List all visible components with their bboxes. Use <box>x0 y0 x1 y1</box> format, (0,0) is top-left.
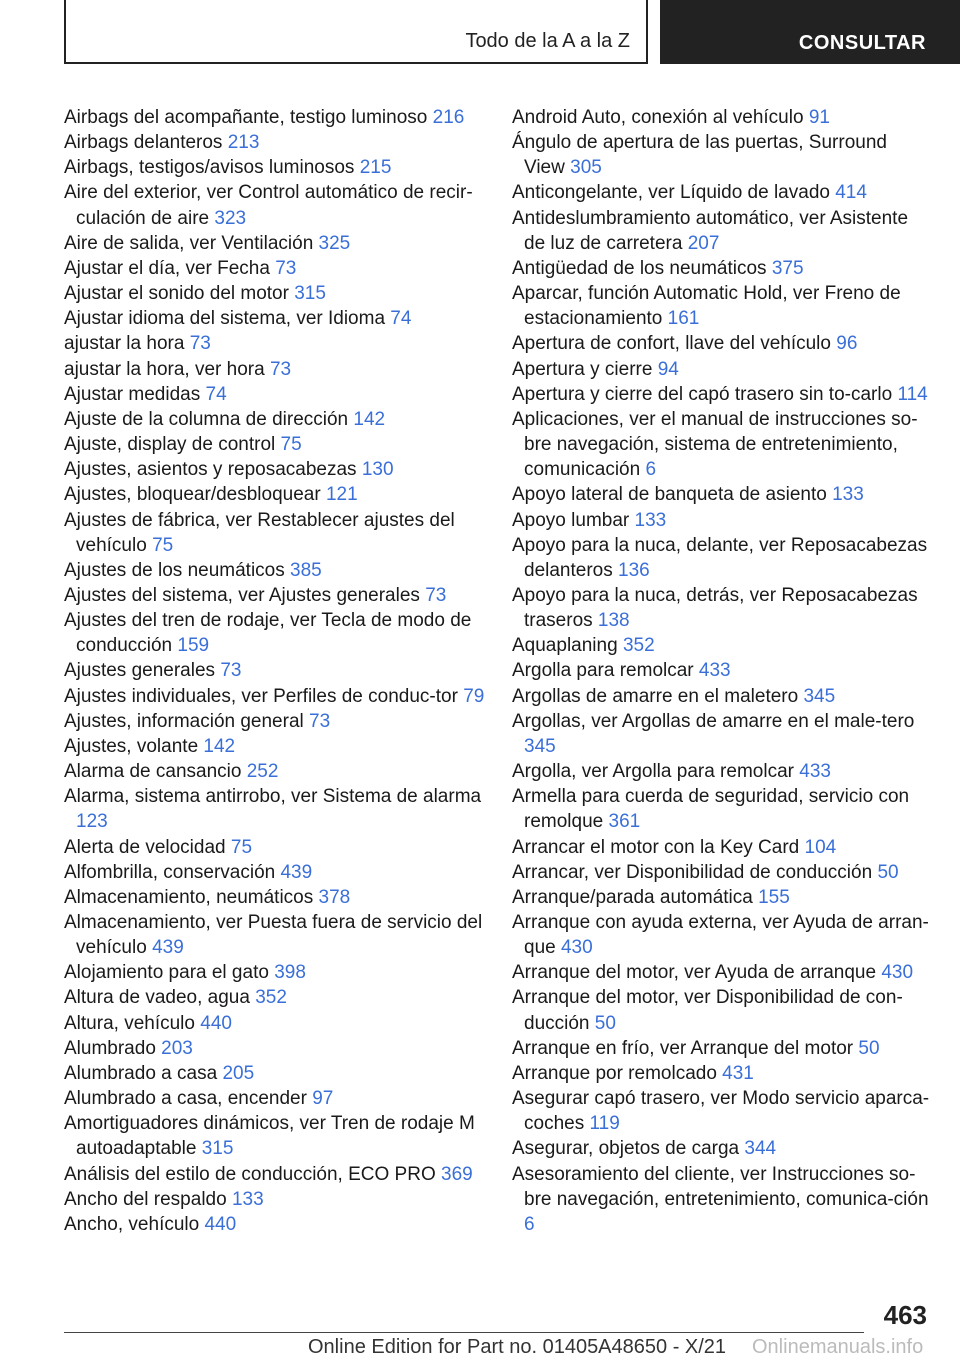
index-term: Arranque del motor, ver Disponibilidad de con-ducción <box>512 987 903 1034</box>
index-entry <box>512 407 932 482</box>
watermark-logo: Onlinemanuals.info <box>752 1336 924 1358</box>
page-reference-link[interactable]: 385 <box>290 559 322 581</box>
section-title: Todo de la A a la Z <box>465 30 630 52</box>
index-term: Ancho, vehículo <box>64 1213 200 1235</box>
page-reference-link[interactable]: 361 <box>608 811 641 833</box>
index-term: Ajustes, información general <box>64 710 304 732</box>
page-reference-link[interactable]: 439 <box>280 861 313 883</box>
index-entry <box>64 910 494 960</box>
index-term: Ajustes de fábrica, ver Restablecer ajustes del vehículo <box>64 509 455 556</box>
index-term: Arranque del motor, ver Ayuda de arranque <box>512 962 877 984</box>
page-reference-link[interactable]: 398 <box>274 962 306 984</box>
page-reference-link[interactable]: 133 <box>634 509 667 531</box>
page-reference-link[interactable]: 138 <box>597 610 630 632</box>
index-entry <box>512 759 932 784</box>
page-reference-link[interactable]: 315 <box>201 1138 234 1160</box>
page-reference-link[interactable]: 352 <box>255 987 287 1009</box>
index-term: Aire de salida, ver Ventilación <box>64 232 314 254</box>
page-reference-link[interactable]: 414 <box>835 182 867 204</box>
index-entry <box>512 910 932 960</box>
page-reference-link[interactable]: 79 <box>463 685 485 707</box>
index-term: Ajustar el sonido del motor <box>64 283 289 305</box>
index-entry <box>64 231 494 256</box>
index-entry <box>512 1136 932 1161</box>
index-entry <box>64 1036 494 1061</box>
page-reference-link[interactable]: 205 <box>222 1062 255 1084</box>
index-entry <box>512 331 932 356</box>
index-entry <box>64 382 494 407</box>
index-entry <box>64 784 494 834</box>
index-term: Aquaplaning <box>512 635 618 657</box>
page-reference-link[interactable]: 439 <box>152 937 184 959</box>
index-entry <box>512 130 932 180</box>
index-term: Aparcar, función Automatic Hold, ver Freno de estacionamiento <box>512 283 901 330</box>
index-entry <box>64 1011 494 1036</box>
page-reference-link[interactable]: 75 <box>230 836 253 858</box>
index-entry <box>64 759 494 784</box>
index-term: Análisis del estilo de conducción, ECO PRO <box>64 1163 436 1185</box>
index-term: Argolla, ver Argolla para remolcar <box>512 761 794 783</box>
index-entry <box>512 684 932 709</box>
page-reference-link[interactable]: 430 <box>881 962 914 984</box>
index-term: Almacenamiento, ver Puesta fuera de servicio del vehículo <box>64 912 483 959</box>
index-term: ajustar la hora, ver hora <box>64 358 265 380</box>
index-entry <box>512 860 932 885</box>
index-term: Ajustar medidas <box>64 383 201 405</box>
index-term: Airbags delanteros <box>64 132 223 154</box>
consultar-tab[interactable]: CONSULTAR <box>660 0 960 64</box>
page-reference-link[interactable]: 50 <box>594 1012 616 1034</box>
index-term: Apoyo para la nuca, detrás, ver Reposacabezas traseros <box>512 584 918 632</box>
index-entry <box>512 281 932 331</box>
page-reference-link[interactable]: 119 <box>589 1113 620 1135</box>
page-reference-link[interactable]: 50 <box>877 861 899 883</box>
index-term: Antigüedad de los neumáticos <box>512 257 767 279</box>
page-reference-link[interactable]: 325 <box>318 232 351 254</box>
index-entry <box>64 1111 494 1161</box>
page-reference-link[interactable]: 73 <box>220 660 242 682</box>
index-entry <box>64 357 494 382</box>
page-reference-link[interactable]: 73 <box>189 333 211 355</box>
index-entry <box>64 860 494 885</box>
index-entry <box>64 960 494 985</box>
index-entry <box>64 180 494 230</box>
index-entry <box>64 1086 494 1111</box>
page-reference-link[interactable]: 378 <box>318 886 351 908</box>
page-reference-link[interactable]: 345 <box>803 685 836 707</box>
page-reference-link[interactable]: 430 <box>560 937 593 959</box>
index-term: Ajustes, asientos y reposacabezas <box>64 459 357 481</box>
index-entry <box>64 432 494 457</box>
page-reference-link[interactable]: 345 <box>524 735 556 757</box>
index-term: Apoyo lateral de banqueta de asiento <box>512 484 827 506</box>
index-term: Aire del exterior, ver Control automático de recir-culación de aire <box>64 182 473 229</box>
page-reference-link[interactable]: 73 <box>269 358 292 380</box>
index-entry <box>512 382 932 407</box>
index-entry <box>64 885 494 910</box>
index-term: Anticongelante, ver Líquido de lavado <box>512 182 830 204</box>
page-reference-link[interactable]: 136 <box>618 559 650 581</box>
index-term: Airbags, testigos/avisos luminosos <box>64 157 355 179</box>
page-reference-link[interactable]: 433 <box>799 761 831 783</box>
index-entry <box>512 985 932 1035</box>
index-term: Aplicaciones, ver el manual de instrucciones so-bre navegación, sistema de entretenimiento, comunicación <box>512 408 918 481</box>
index-term: Alumbrado <box>64 1037 156 1059</box>
page-reference-link[interactable]: 97 <box>312 1088 334 1110</box>
index-term: Ajustes del tren de rodaje, ver Tecla de modo de conducción <box>64 610 472 657</box>
index-term: Asegurar capó trasero, ver Modo servicio aparca-coches <box>512 1088 930 1135</box>
page-reference-link[interactable]: 161 <box>667 308 700 330</box>
index-term: Arranque en frío, ver Arranque del motor <box>512 1037 854 1059</box>
index-entry <box>512 508 932 533</box>
index-term: Ángulo de apertura de las puertas, Surround View <box>512 132 887 179</box>
index-entry <box>64 608 494 658</box>
page-reference-link[interactable]: 375 <box>771 257 804 279</box>
index-entry <box>512 482 932 507</box>
index-entry <box>512 180 932 205</box>
index-term: Ajustar el día, ver Fecha <box>64 257 270 279</box>
page-reference-link[interactable]: 74 <box>390 308 412 330</box>
index-term: Alfombrilla, conservación <box>64 861 276 883</box>
index-term: ajustar la hora <box>64 333 185 355</box>
index-entry <box>64 985 494 1010</box>
page-reference-link[interactable]: 440 <box>200 1012 232 1034</box>
page-reference-link[interactable]: 6 <box>645 459 657 481</box>
page-reference-link[interactable]: 73 <box>309 710 331 732</box>
index-term: Argollas, ver Argollas de amarre en el male-tero <box>512 710 915 732</box>
index-term: Alarma, sistema antirrobo, ver Sistema de alarma <box>64 786 482 808</box>
page-reference-link[interactable]: 352 <box>622 635 655 657</box>
index-entry <box>512 885 932 910</box>
index-term: Ajustes, volante <box>64 735 199 757</box>
index-entry <box>512 206 932 256</box>
page-reference-link[interactable]: 323 <box>214 207 247 229</box>
index-term: Ajustes, bloquear/desbloquear <box>64 484 321 506</box>
index-column-right <box>512 105 932 1237</box>
index-entry <box>64 105 494 130</box>
index-term: Apertura y cierre <box>512 358 653 380</box>
index-entry <box>64 1061 494 1086</box>
index-entry <box>64 482 494 507</box>
index-term: Arranque con ayuda externa, ver Ayuda de arran-que <box>512 912 929 959</box>
page-reference-link[interactable]: 203 <box>161 1037 193 1059</box>
index-term: Ancho del respaldo <box>64 1188 227 1210</box>
page-reference-link[interactable]: 305 <box>570 157 602 179</box>
index-entry <box>512 709 932 759</box>
page-reference-link[interactable]: 344 <box>744 1138 777 1160</box>
page-reference-link[interactable]: 369 <box>441 1163 473 1185</box>
index-term: Almacenamiento, neumáticos <box>64 886 314 908</box>
page-reference-link[interactable]: 315 <box>294 283 326 305</box>
index-term: Ajustes individuales, ver Perfiles de conduc-tor <box>64 685 458 707</box>
index-entry <box>64 306 494 331</box>
index-entry <box>512 633 932 658</box>
index-term: Amortiguadores dinámicos, ver Tren de rodaje M autoadaptable <box>64 1113 475 1160</box>
page-reference-link[interactable]: 121 <box>325 484 358 506</box>
index-entry <box>512 256 932 281</box>
index-entry <box>512 1036 932 1061</box>
index-entry <box>64 130 494 155</box>
index-term: Arranque por remolcado <box>512 1062 717 1084</box>
page-reference-link[interactable]: 94 <box>657 358 679 380</box>
index-term: Argolla para remolcar <box>512 660 694 682</box>
index-term: Apoyo para la nuca, delante, ver Reposacabezas delanteros <box>512 534 928 581</box>
index-entry <box>64 583 494 608</box>
page-number: 463 <box>883 1300 927 1330</box>
page-reference-link[interactable]: 6 <box>524 1213 535 1235</box>
page-reference-link[interactable]: 91 <box>808 107 830 128</box>
index-entry <box>512 533 932 583</box>
index-entry <box>512 835 932 860</box>
index-entry <box>64 734 494 759</box>
page-reference-link[interactable]: 74 <box>205 383 227 405</box>
index-entry <box>64 684 494 709</box>
page-reference-link[interactable]: 96 <box>836 333 858 355</box>
index-term: Alojamiento para el gato <box>64 962 269 984</box>
index-entry <box>512 1162 932 1237</box>
index-term: Ajuste, display de control <box>64 434 276 456</box>
index-term: Arrancar el motor con la Key Card <box>512 836 800 858</box>
index-term: Asesoramiento del cliente, ver Instrucciones so-bre navegación, entretenimiento, comunica-ción <box>512 1163 929 1210</box>
index-entry <box>64 1187 494 1212</box>
index-entry <box>64 407 494 432</box>
page-reference-link[interactable]: 155 <box>758 886 790 908</box>
page-reference-link[interactable]: 50 <box>858 1037 880 1059</box>
index-term: Alerta de velocidad <box>64 836 226 858</box>
index-entry <box>64 835 494 860</box>
page-reference-link[interactable]: 215 <box>359 157 392 179</box>
page-reference-link[interactable]: 252 <box>246 761 279 783</box>
page-reference-link[interactable]: 104 <box>804 836 837 858</box>
page-reference-link[interactable]: 207 <box>687 232 720 254</box>
index-entry <box>64 256 494 281</box>
index-term: Alarma de cansancio <box>64 761 242 783</box>
page-reference-link[interactable]: 440 <box>204 1213 237 1235</box>
index-entry <box>512 1061 932 1086</box>
index-term: Alumbrado a casa <box>64 1062 218 1084</box>
index-term: Asegurar, objetos de carga <box>512 1138 740 1160</box>
index-entry <box>512 105 932 130</box>
page-reference-link[interactable]: 73 <box>425 584 447 606</box>
index-entry <box>64 1162 494 1187</box>
index-term: Ajustar idioma del sistema, ver Idioma <box>64 308 386 330</box>
page-reference-link[interactable]: 130 <box>361 459 394 481</box>
page-reference-link[interactable]: 142 <box>203 735 236 757</box>
index-term: Ajustes generales <box>64 660 216 682</box>
index-term: Alumbrado a casa, encender <box>64 1088 307 1110</box>
page-reference-link[interactable]: 133 <box>832 484 864 506</box>
index-entry <box>64 709 494 734</box>
index-term: Arranque/parada automática <box>512 886 753 908</box>
index-entry <box>64 331 494 356</box>
index-entry <box>512 784 932 834</box>
index-term: Arrancar, ver Disponibilidad de conducción <box>512 861 873 883</box>
page-reference-link[interactable]: 114 <box>897 383 928 405</box>
page-reference-link[interactable]: 159 <box>177 635 210 657</box>
index-term: Ajuste de la columna de dirección <box>64 408 349 430</box>
index-term: Apoyo lumbar <box>512 509 630 531</box>
index-entry <box>512 583 932 633</box>
footer-divider <box>64 1332 864 1333</box>
page-reference-link[interactable]: 123 <box>76 811 108 833</box>
index-term: Altura de vadeo, agua <box>64 987 250 1009</box>
page-reference-link[interactable]: 75 <box>280 434 302 456</box>
page-reference-link[interactable]: 75 <box>152 534 174 556</box>
index-term: Apertura y cierre del capó trasero sin to-carlo <box>512 383 893 405</box>
index-term: Ajustes del sistema, ver Ajustes generales <box>64 584 420 606</box>
index-entry <box>64 658 494 683</box>
index-term: Argollas de amarre en el maletero <box>512 685 799 707</box>
index-term: Altura, vehículo <box>64 1012 195 1034</box>
index-entry <box>64 508 494 558</box>
index-column-left <box>64 105 494 1237</box>
page-reference-link[interactable]: 213 <box>227 132 260 154</box>
index-entry <box>512 1086 932 1136</box>
index-entry <box>64 1212 494 1237</box>
index-entry <box>512 658 932 683</box>
index-entry <box>512 357 932 382</box>
index-entry <box>512 960 932 985</box>
index-entry <box>64 281 494 306</box>
footer-edition: Online Edition for Part no. 01405A48650 - X/21 <box>308 1336 727 1358</box>
index-term: Antideslumbramiento automático, ver Asistente de luz de carretera <box>512 207 909 254</box>
page-reference-link[interactable]: 216 <box>432 107 465 128</box>
index-term: Ajustes de los neumáticos <box>64 559 285 581</box>
page-reference-link[interactable]: 133 <box>231 1188 264 1210</box>
page-reference-link[interactable]: 73 <box>275 257 297 279</box>
index-entry <box>64 558 494 583</box>
index-term: Android Auto, conexión al vehículo <box>512 107 804 128</box>
index-entry <box>64 155 494 180</box>
page-reference-link[interactable]: 142 <box>353 408 386 430</box>
index-entry <box>64 457 494 482</box>
page-reference-link[interactable]: 433 <box>698 660 731 682</box>
page-reference-link[interactable]: 431 <box>722 1062 754 1084</box>
index-term: Armella para cuerda de seguridad, servicio con remolque <box>512 786 910 833</box>
index-term: Airbags del acompañante, testigo luminoso <box>64 107 428 128</box>
index-term: Apertura de confort, llave del vehículo <box>512 333 831 355</box>
